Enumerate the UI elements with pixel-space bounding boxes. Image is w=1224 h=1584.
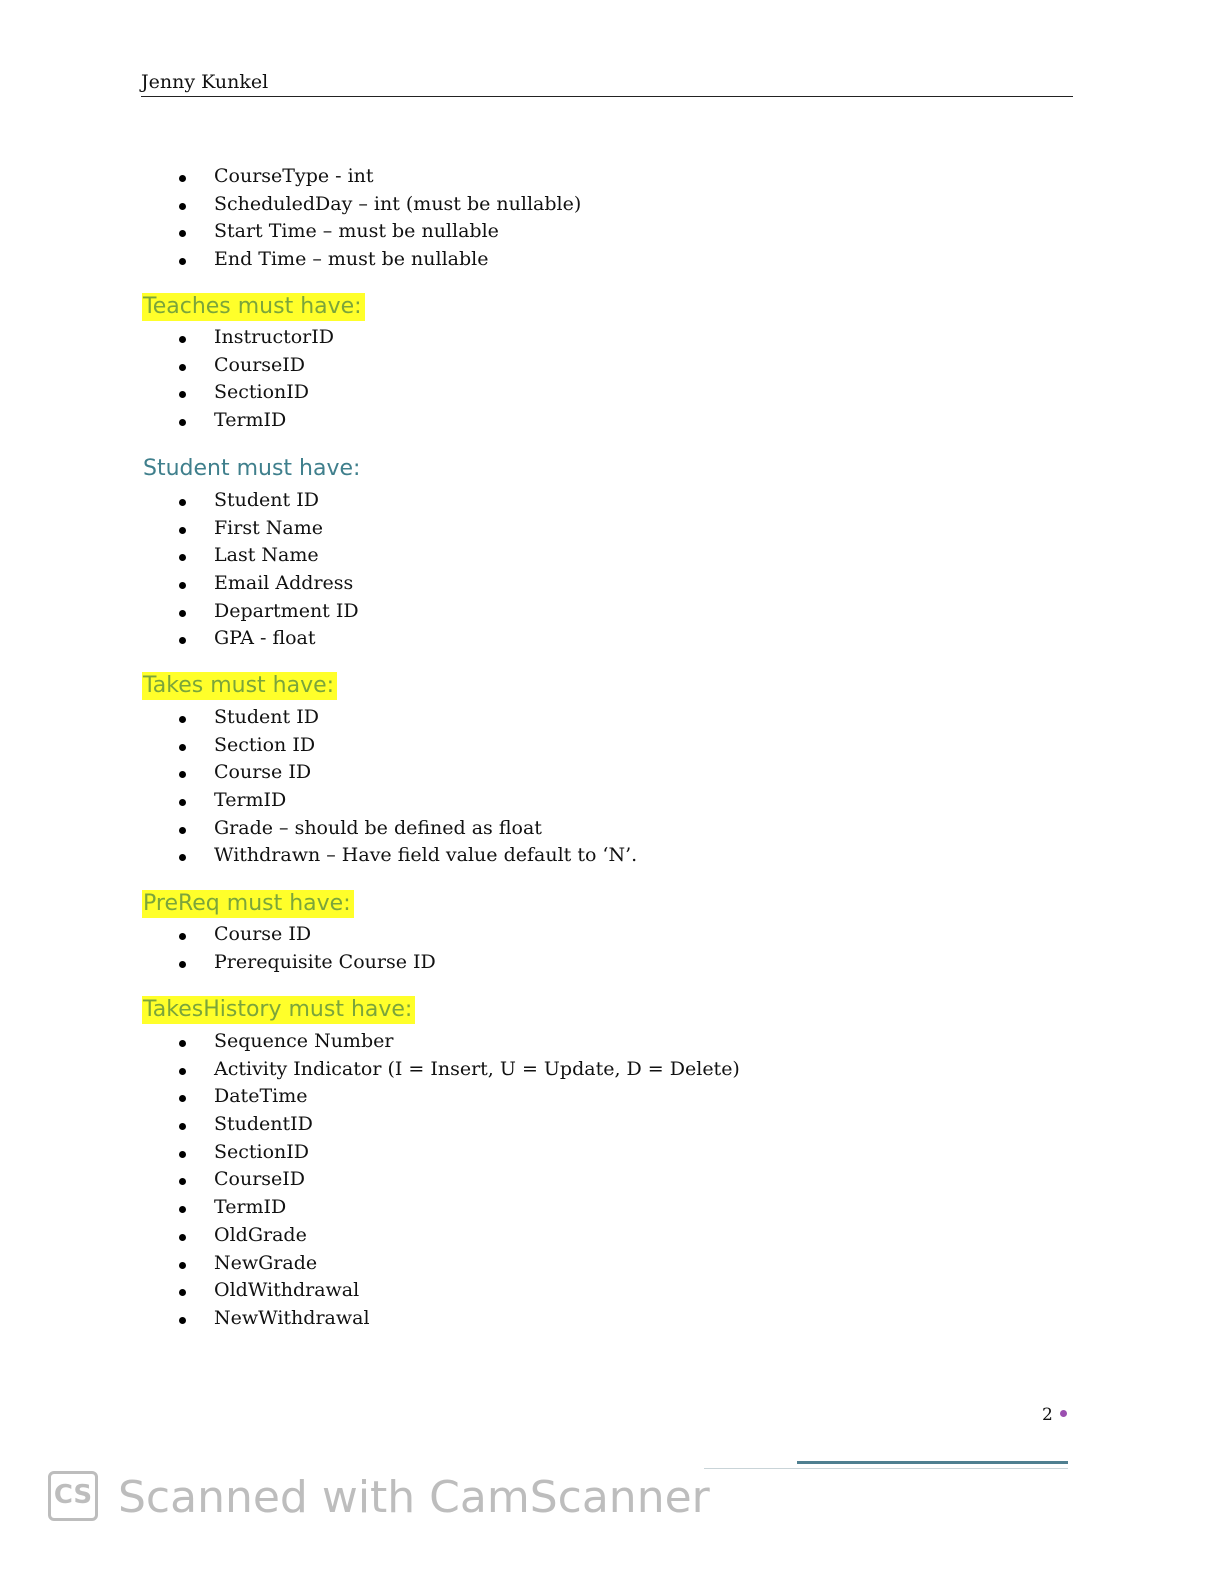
list-item: Start Time – must be nullable bbox=[0, 218, 581, 246]
takeshistory-heading: TakesHistory must have: bbox=[142, 996, 415, 1024]
list-item: DateTime bbox=[0, 1083, 740, 1111]
list-item: Section ID bbox=[0, 732, 637, 760]
list-item: Course ID bbox=[0, 759, 637, 787]
list-item: OldGrade bbox=[0, 1222, 740, 1250]
page-dot-icon bbox=[1060, 1410, 1067, 1417]
list-item: NewGrade bbox=[0, 1250, 740, 1278]
prereq-heading: PreReq must have: bbox=[142, 890, 354, 918]
teaches-list bbox=[0, 324, 334, 435]
teaches-heading: Teaches must have: bbox=[142, 293, 365, 321]
list-item: TermID bbox=[0, 407, 334, 435]
camscanner-watermark: Scanned with CamScanner bbox=[118, 1472, 710, 1523]
list-item: SectionID bbox=[0, 379, 334, 407]
student-heading: Student must have: bbox=[143, 456, 361, 481]
list-item: NewWithdrawal bbox=[0, 1305, 740, 1333]
footer-accent-bar bbox=[797, 1461, 1068, 1464]
list-item: CourseID bbox=[0, 352, 334, 380]
list-item: StudentID bbox=[0, 1111, 740, 1139]
list-item: TermID bbox=[0, 787, 637, 815]
list-item: End Time – must be nullable bbox=[0, 246, 581, 274]
list-item: CourseType - int bbox=[0, 163, 581, 191]
list-item: Prerequisite Course ID bbox=[0, 949, 436, 977]
list-item: SectionID bbox=[0, 1139, 740, 1167]
list-item: TermID bbox=[0, 1194, 740, 1222]
camscanner-logo-icon: CS bbox=[48, 1471, 98, 1521]
list-item: Email Address bbox=[0, 570, 359, 598]
list-item: Last Name bbox=[0, 542, 359, 570]
list-item: Student ID bbox=[0, 487, 359, 515]
student-list bbox=[0, 487, 359, 653]
list-item: GPA - float bbox=[0, 625, 359, 653]
list-item: ScheduledDay – int (must be nullable) bbox=[0, 191, 581, 219]
list-item: Grade – should be defined as float bbox=[0, 815, 637, 843]
takeshistory-list bbox=[0, 1028, 740, 1333]
takes-heading: Takes must have: bbox=[142, 672, 337, 700]
list-item: Department ID bbox=[0, 598, 359, 626]
list-item: Student ID bbox=[0, 704, 637, 732]
list-item: First Name bbox=[0, 515, 359, 543]
list-item: OldWithdrawal bbox=[0, 1277, 740, 1305]
footer-divider bbox=[704, 1468, 1068, 1469]
author-name: Jenny Kunkel bbox=[141, 71, 269, 93]
takes-list bbox=[0, 704, 637, 870]
list-item: CourseID bbox=[0, 1166, 740, 1194]
list-item: Activity Indicator (I = Insert, U = Update, D = Delete) bbox=[0, 1056, 740, 1084]
list-item: Course ID bbox=[0, 921, 436, 949]
prereq-list bbox=[0, 921, 436, 976]
list-item: Sequence Number bbox=[0, 1028, 740, 1056]
page-number: 2 bbox=[1042, 1405, 1053, 1425]
intro-list bbox=[0, 163, 581, 274]
list-item: InstructorID bbox=[0, 324, 334, 352]
page-header bbox=[141, 70, 1073, 97]
list-item: Withdrawn – Have field value default to ‘N’. bbox=[0, 842, 637, 870]
